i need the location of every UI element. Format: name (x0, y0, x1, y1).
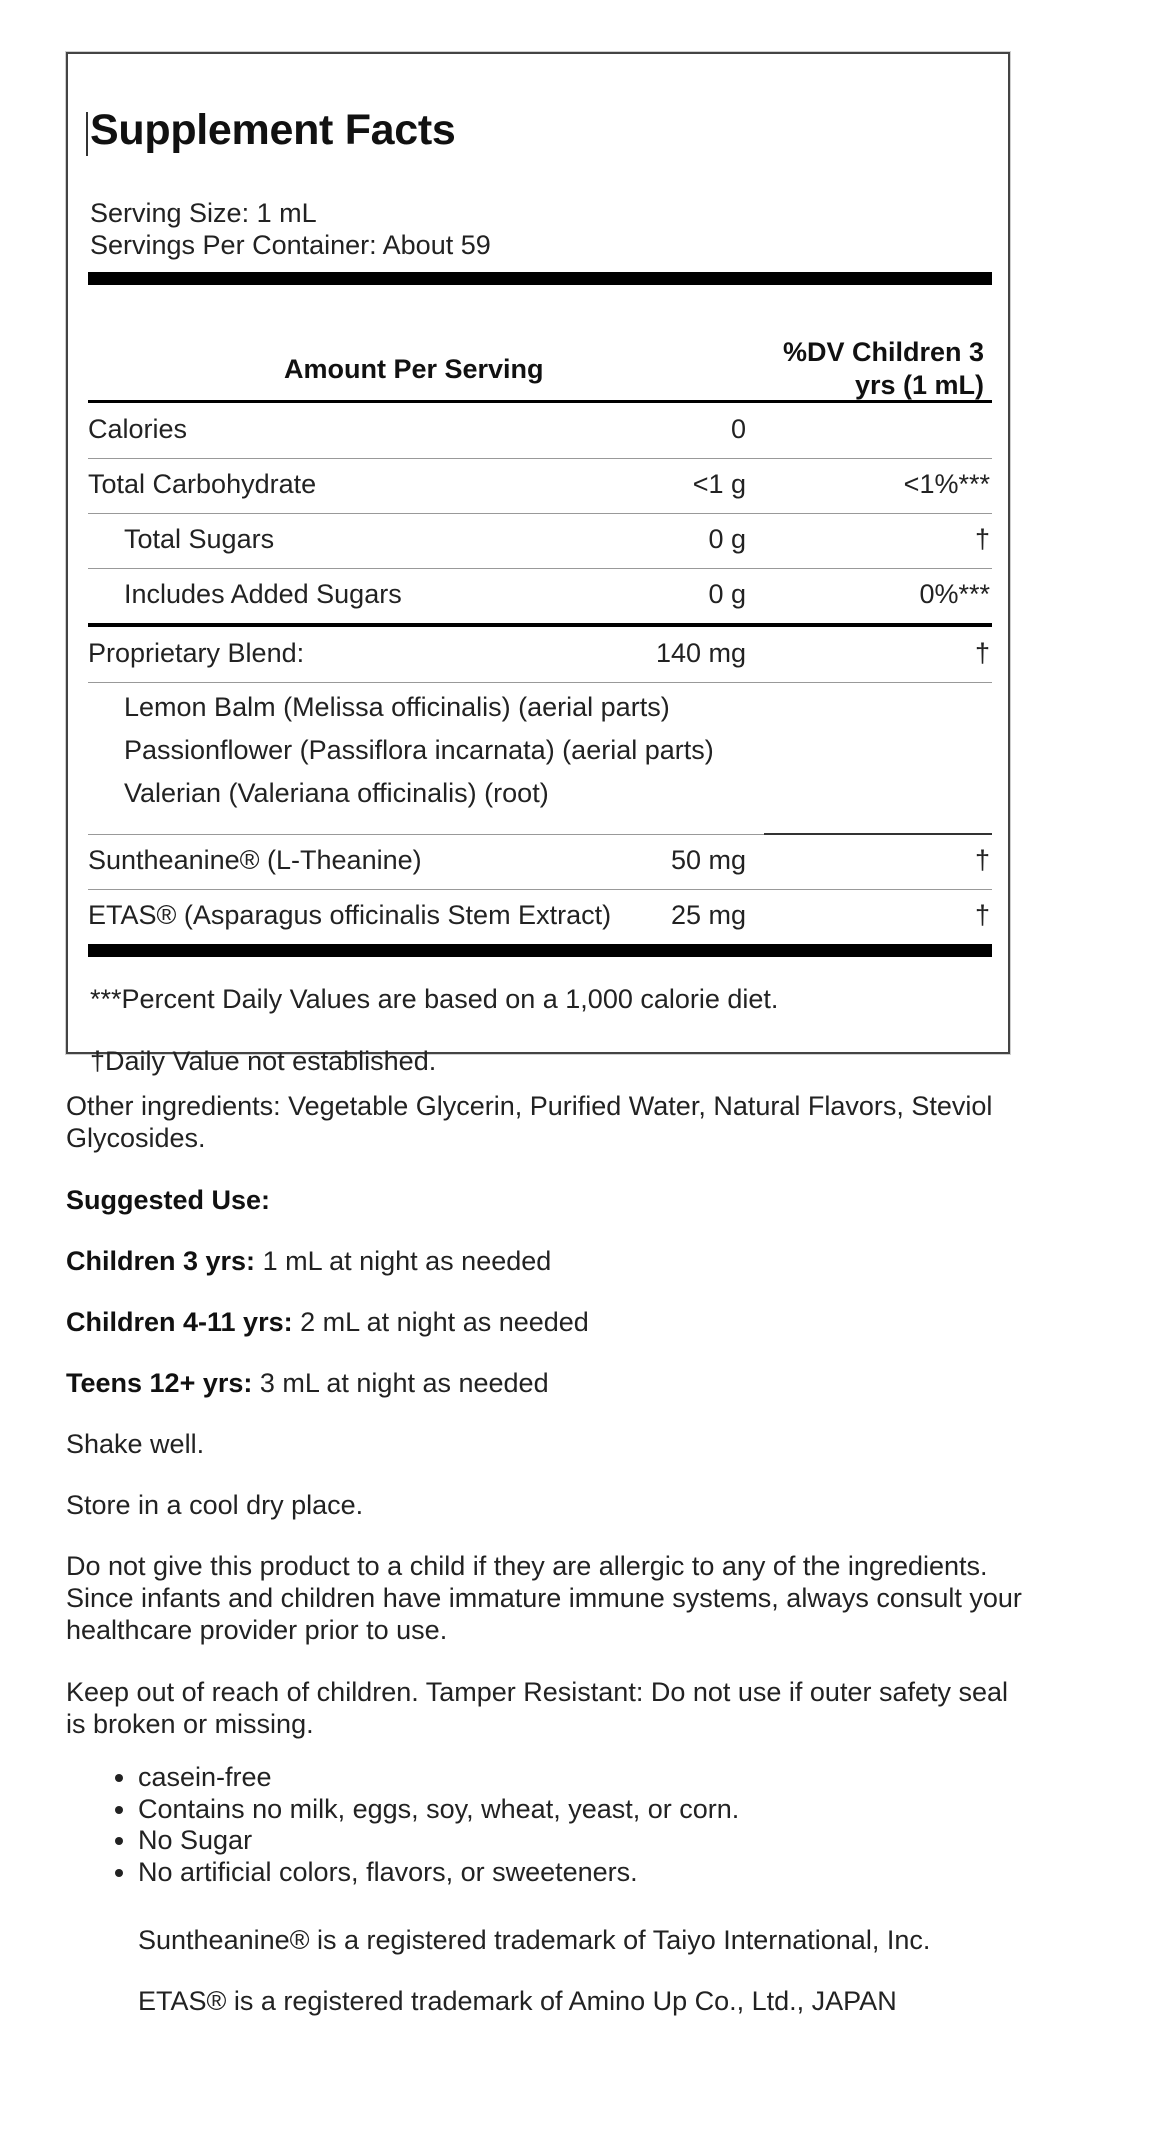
other-ingredients: Other ingredients: Vegetable Glycerin, Purified Water, Natural Flavors, Steviol Glycosides. (66, 1091, 993, 1153)
servings-per-container: Servings Per Container: About 59 (90, 230, 491, 260)
supplement-facts-panel (66, 52, 1010, 1076)
row-amount: 0 g (708, 524, 746, 554)
suggested-use-text: 3 mL at night as needed (252, 1368, 549, 1398)
footnote-dagger: †Daily Value not established. (90, 1046, 437, 1076)
suggested-use-item (66, 1367, 1026, 1399)
feature-list (66, 1762, 739, 1888)
row-label: Proprietary Blend: (88, 638, 305, 668)
list-item: • casein-free (138, 1762, 739, 1794)
list-item: • Contains no milk, eggs, soy, wheat, yeast, or corn. (138, 1794, 739, 1826)
nutrient-row-proprietary-blend (88, 628, 992, 682)
row-label: Calories (88, 414, 188, 444)
row-amount: 0 g (708, 579, 746, 609)
suggested-use-item (66, 1245, 1026, 1277)
row-amount: 25 mg (670, 900, 746, 930)
row-dv: † (974, 524, 990, 554)
supplement-facts-title: Supplement Facts (90, 106, 456, 154)
list-item: • No artificial colors, flavors, or sweeteners. (138, 1857, 739, 1889)
row-amount: 50 mg (670, 845, 746, 875)
medium-divider (88, 623, 992, 627)
serving-size: Serving Size: 1 mL (90, 198, 317, 228)
storage-instructions: Store in a cool dry place. (66, 1490, 364, 1520)
header-amount-per-serving: Amount Per Serving (284, 354, 544, 384)
footnote-percent-dv: ***Percent Daily Values are based on a 1,000 calorie diet. (90, 984, 779, 1014)
row-amount: <1 g (692, 469, 746, 499)
row-divider (88, 682, 992, 683)
nutrient-row-calories (88, 404, 992, 458)
nutrient-row-total-sugars (88, 514, 992, 568)
row-dv: 0%*** (919, 579, 990, 609)
row-dv: <1%*** (903, 469, 990, 499)
row-dv: † (974, 638, 990, 668)
header-dv-children: %DV Children 3 yrs (1 mL) (782, 337, 984, 400)
nutrient-row-etas (88, 890, 992, 944)
suggested-use-heading: Suggested Use: (66, 1185, 271, 1215)
text-cursor (86, 112, 88, 156)
row-label: ETAS® (Asparagus officinalis Stem Extract) (88, 900, 612, 930)
trademark-suntheanine: Suntheanine® is a registered trademark of Taiyo International, Inc. (138, 1925, 931, 1955)
trademark-etas: ETAS® is a registered trademark of Amino Up Co., Ltd., JAPAN (138, 1986, 897, 2016)
suggested-use-label: Children 4-11 yrs: (66, 1307, 293, 1337)
thick-divider-bottom (88, 944, 992, 957)
row-dv: † (974, 900, 990, 930)
suggested-use-text: 2 mL at night as needed (292, 1307, 589, 1337)
shake-well: Shake well. (66, 1429, 205, 1459)
nutrient-row-added-sugars (88, 569, 992, 623)
suggested-use-item (66, 1306, 1026, 1338)
row-amount: 140 mg (655, 638, 746, 668)
thick-divider-top (88, 272, 992, 285)
row-label: Total Carbohydrate (88, 469, 317, 499)
row-label: Suntheanine® (L-Theanine) (88, 845, 422, 875)
allergy-warning: Do not give this product to a child if they are allergic to any of the ingredients. Since infants and children have immature immune systems, always consult your healthcare provider prior to use. (66, 1551, 1022, 1645)
blend-ingredients: Lemon Balm (Melissa officinalis) (aerial parts) Passionflower (Passiflora incarnata) (aerial parts) Valerian (Valeriana officinalis) (root) (124, 692, 714, 808)
row-label: Includes Added Sugars (124, 579, 402, 609)
keep-out-warning: Keep out of reach of children. Tamper Resistant: Do not use if outer safety seal is broken or missing. (66, 1677, 1009, 1739)
suggested-use-text: 1 mL at night as needed (255, 1246, 552, 1276)
row-amount: 0 (730, 414, 746, 444)
row-dv: † (974, 845, 990, 875)
nutrient-row-total-carbohydrate (88, 459, 992, 513)
row-label: Total Sugars (124, 524, 275, 554)
list-item: • No Sugar (138, 1825, 739, 1857)
suggested-use-label: Teens 12+ yrs: (66, 1368, 253, 1398)
suggested-use-label: Children 3 yrs: (66, 1246, 256, 1276)
header-divider (88, 400, 992, 403)
nutrient-row-suntheanine (88, 835, 992, 889)
